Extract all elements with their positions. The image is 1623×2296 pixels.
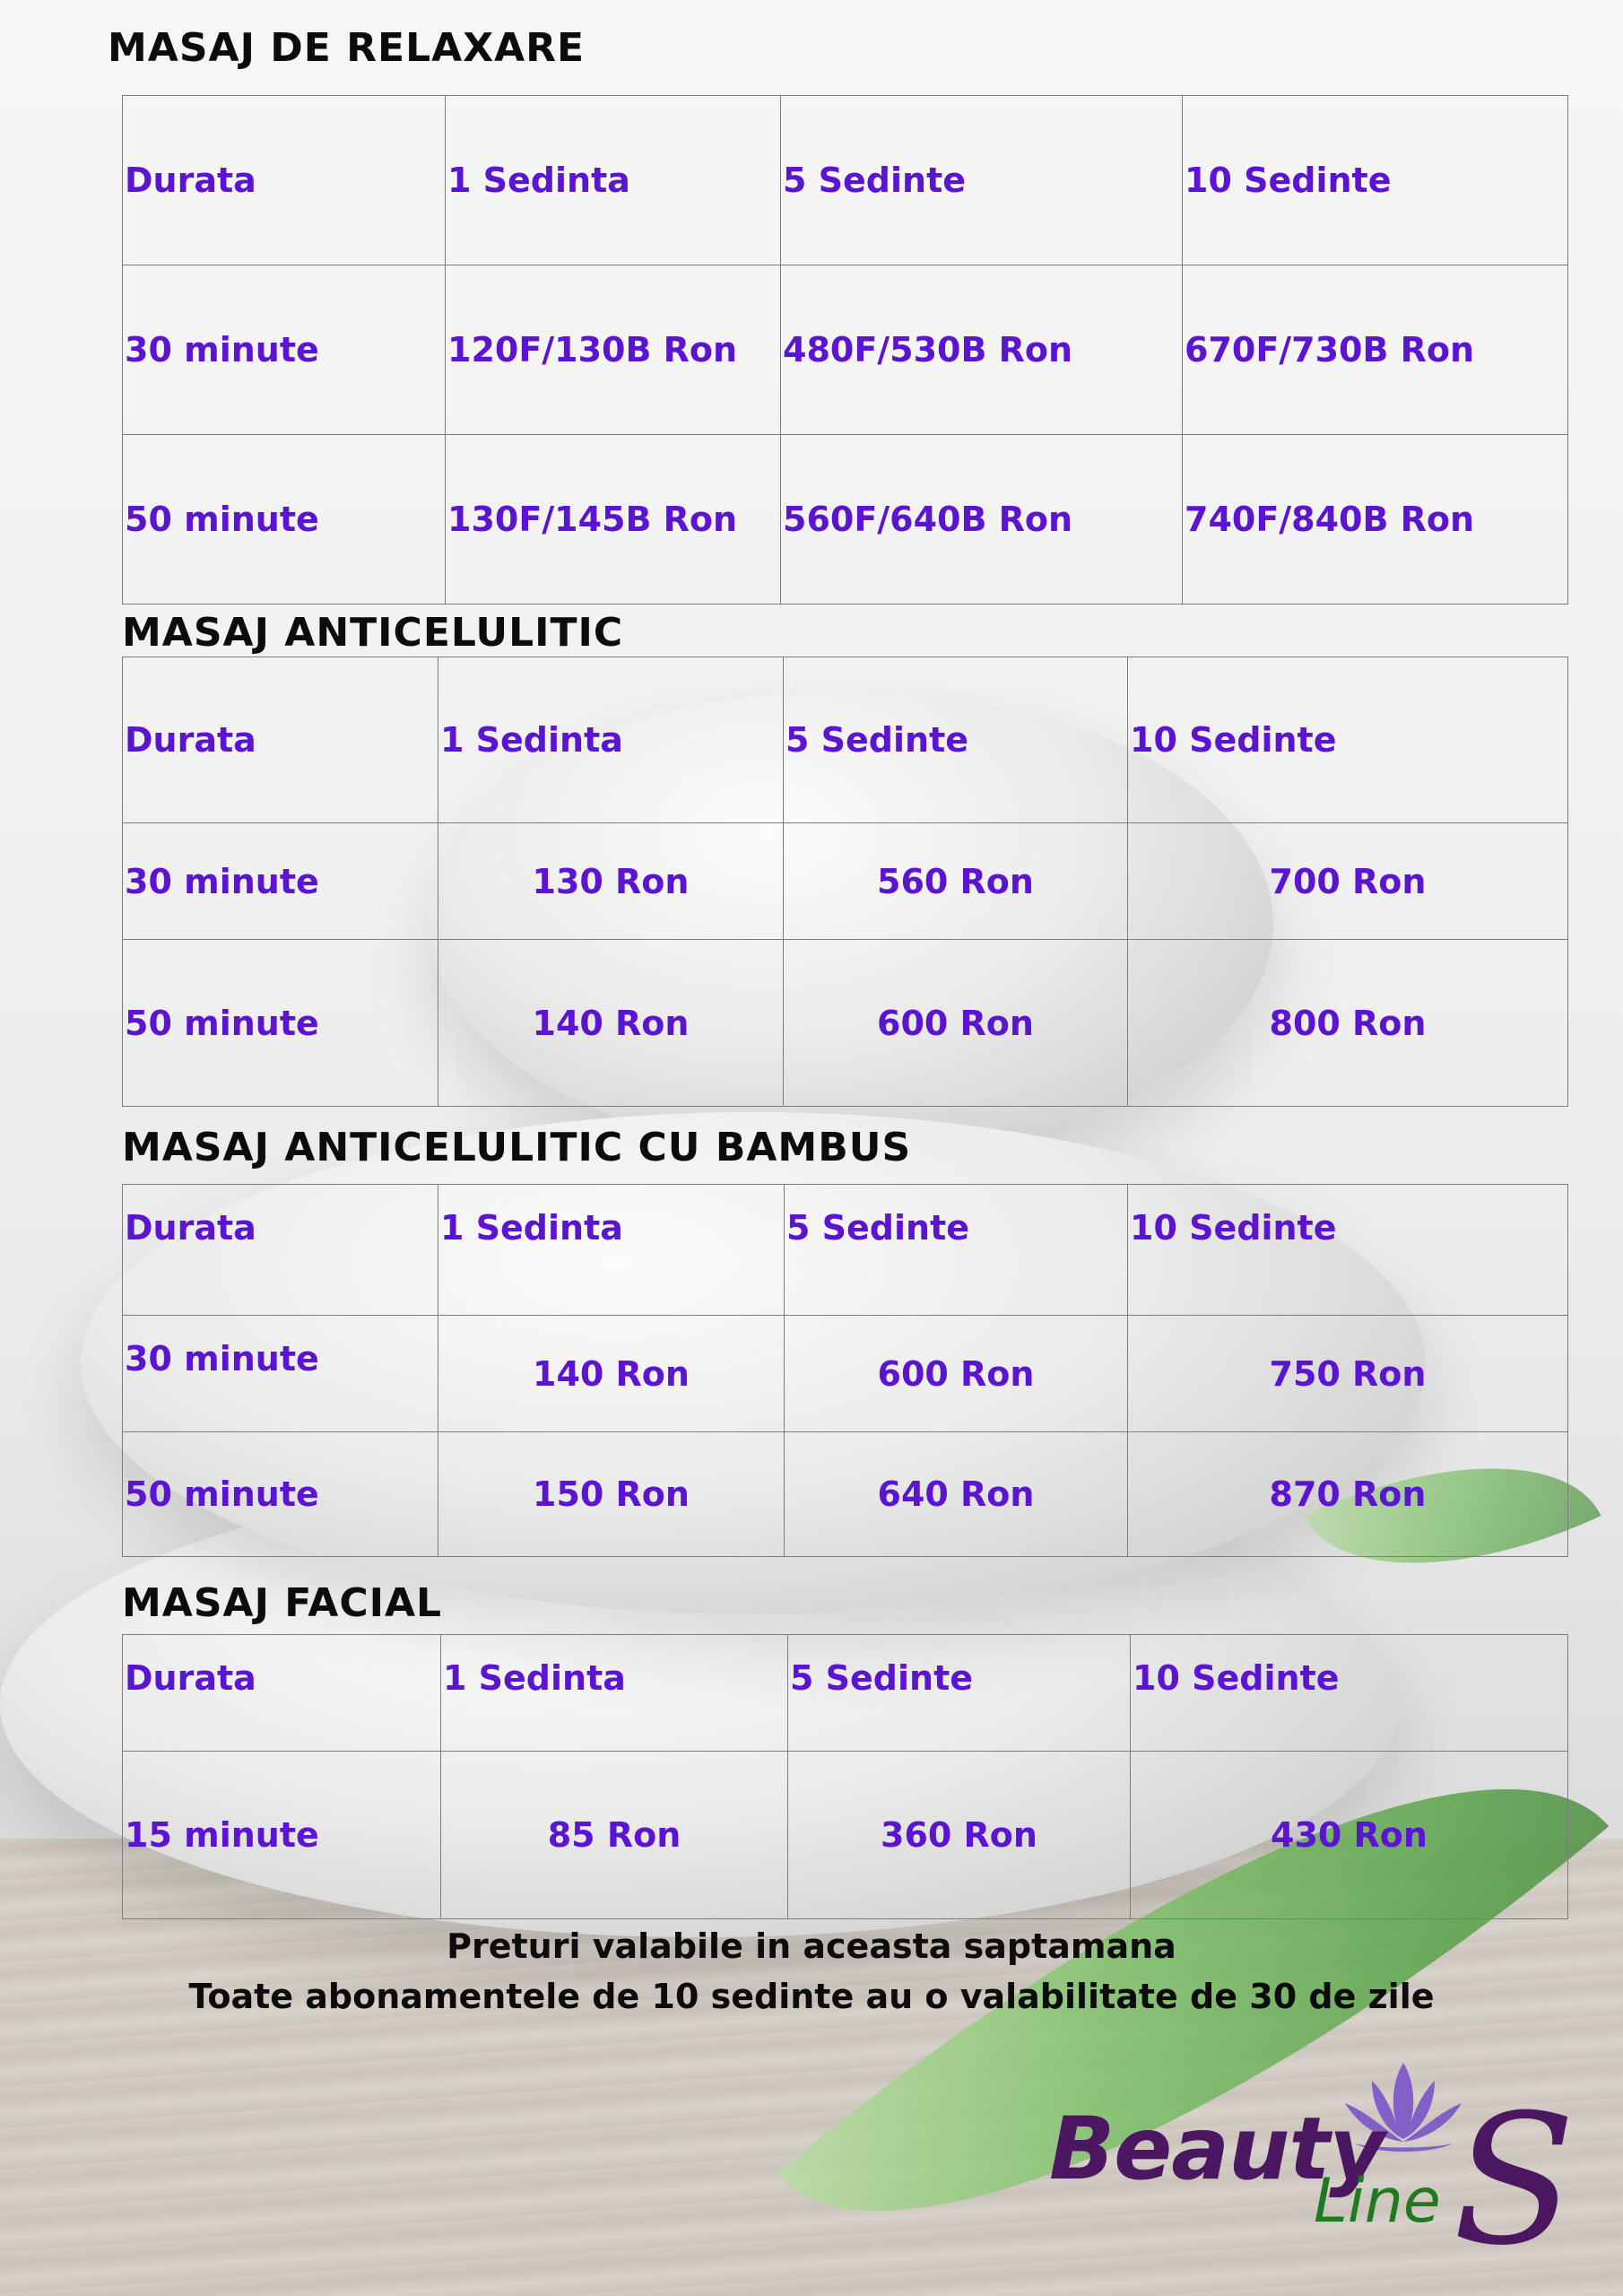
price-cell: 150 Ron bbox=[438, 1432, 785, 1557]
header-cell: 10 Sedinte bbox=[1128, 1185, 1568, 1316]
table-facial bbox=[122, 1634, 1568, 1919]
table-header-row bbox=[123, 96, 1568, 265]
table-header-row bbox=[123, 1185, 1568, 1316]
table-row bbox=[123, 1432, 1568, 1557]
price-cell: 740F/840B Ron bbox=[1183, 435, 1568, 604]
price-cell: 560F/640B Ron bbox=[781, 435, 1183, 604]
table-anticelulitic bbox=[122, 657, 1568, 1107]
header-cell: 5 Sedinte bbox=[781, 96, 1183, 265]
table-header-row bbox=[123, 657, 1568, 823]
section-title-relaxare: MASAJ DE RELAXARE bbox=[108, 25, 586, 71]
table-row bbox=[123, 435, 1568, 604]
header-cell: 1 Sedinta bbox=[438, 1185, 785, 1316]
duration-cell: 50 minute bbox=[123, 1432, 438, 1557]
header-cell: Durata bbox=[123, 96, 446, 265]
duration-cell: 50 minute bbox=[123, 435, 446, 604]
price-cell: 140 Ron bbox=[438, 940, 784, 1107]
price-cell: 140 Ron bbox=[438, 1316, 785, 1432]
table-row bbox=[123, 1316, 1568, 1432]
header-cell: 1 Sedinta bbox=[446, 96, 781, 265]
table-row bbox=[123, 1752, 1568, 1919]
section-title-bambus: MASAJ ANTICELULITIC CU BAMBUS bbox=[122, 1125, 912, 1170]
price-cell: 700 Ron bbox=[1128, 823, 1568, 940]
duration-cell: 50 minute bbox=[123, 940, 438, 1107]
table-row bbox=[123, 823, 1568, 940]
duration-cell: 30 minute bbox=[123, 823, 438, 940]
price-cell: 800 Ron bbox=[1128, 940, 1568, 1107]
table-bambus bbox=[122, 1184, 1568, 1557]
section-title-anticelulitic: MASAJ ANTICELULITIC bbox=[122, 610, 624, 656]
brand-mark-letter: S bbox=[1453, 2090, 1576, 2269]
header-cell: Durata bbox=[123, 657, 438, 823]
brand-subname: Line bbox=[1314, 2166, 1441, 2237]
price-cell: 130F/145B Ron bbox=[446, 435, 781, 604]
price-cell: 480F/530B Ron bbox=[781, 265, 1183, 435]
price-cell: 360 Ron bbox=[788, 1752, 1131, 1919]
table-row bbox=[123, 265, 1568, 435]
header-cell: Durata bbox=[123, 1635, 441, 1752]
header-cell: 1 Sedinta bbox=[441, 1635, 788, 1752]
price-cell: 670F/730B Ron bbox=[1183, 265, 1568, 435]
header-cell: 5 Sedinte bbox=[784, 657, 1128, 823]
duration-cell: 30 minute bbox=[123, 265, 446, 435]
brand-swash-mark bbox=[1435, 2090, 1578, 2269]
header-cell: 10 Sedinte bbox=[1128, 657, 1568, 823]
header-cell: 10 Sedinte bbox=[1183, 96, 1568, 265]
duration-cell: 15 minute bbox=[123, 1752, 441, 1919]
brand-logo bbox=[1040, 2054, 1578, 2269]
price-cell: 600 Ron bbox=[784, 940, 1128, 1107]
table-header-row bbox=[123, 1635, 1568, 1752]
price-cell: 750 Ron bbox=[1128, 1316, 1568, 1432]
note-validity-week: Preturi valabile in aceasta saptamana bbox=[447, 1926, 1176, 1966]
table-row bbox=[123, 940, 1568, 1107]
header-cell: 5 Sedinte bbox=[788, 1635, 1131, 1752]
table-relaxare bbox=[122, 95, 1568, 604]
price-cell: 560 Ron bbox=[784, 823, 1128, 940]
price-cell: 430 Ron bbox=[1131, 1752, 1568, 1919]
price-cell: 600 Ron bbox=[785, 1316, 1128, 1432]
header-cell: 1 Sedinta bbox=[438, 657, 784, 823]
price-cell: 640 Ron bbox=[785, 1432, 1128, 1557]
price-cell: 870 Ron bbox=[1128, 1432, 1568, 1557]
price-cell: 120F/130B Ron bbox=[446, 265, 781, 435]
price-cell: 85 Ron bbox=[441, 1752, 788, 1919]
price-cell: 130 Ron bbox=[438, 823, 784, 940]
duration-cell: 30 minute bbox=[123, 1316, 438, 1432]
brand-name: Beauty bbox=[1049, 2099, 1384, 2199]
section-title-facial: MASAJ FACIAL bbox=[122, 1580, 443, 1626]
header-cell: 5 Sedinte bbox=[785, 1185, 1128, 1316]
header-cell: Durata bbox=[123, 1185, 438, 1316]
note-subscription-validity: Toate abonamentele de 10 sedinte au o valabilitate de 30 de zile bbox=[188, 1977, 1435, 2016]
header-cell: 10 Sedinte bbox=[1131, 1635, 1568, 1752]
